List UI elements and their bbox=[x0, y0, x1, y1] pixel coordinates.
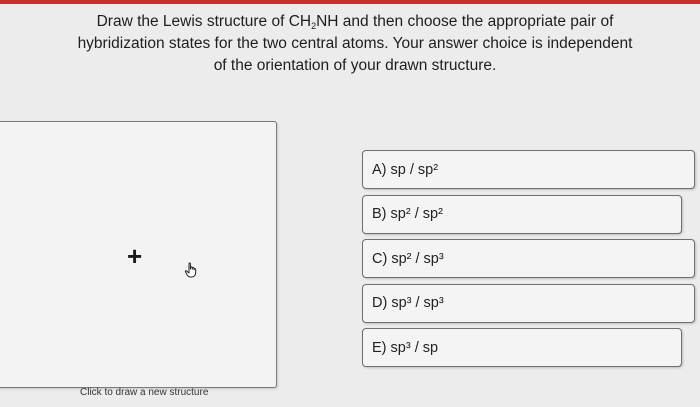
option-c[interactable] bbox=[362, 239, 695, 278]
option-e-label: E) sp³ / sp bbox=[372, 339, 439, 356]
option-c-label: C) sp² / sp³ bbox=[372, 250, 444, 267]
question-line2: hybridization states for the two central atoms. Your answer choice is independent bbox=[77, 35, 633, 52]
option-a[interactable] bbox=[362, 150, 695, 189]
question-part2: NH and then choose the appropriate pair of bbox=[316, 13, 614, 30]
canvas-caption[interactable]: Click to draw a new structure bbox=[80, 387, 209, 398]
option-e[interactable] bbox=[362, 328, 682, 367]
question-part1: Draw the Lewis structure of CH bbox=[96, 13, 312, 30]
option-b-label: B) sp² / sp² bbox=[372, 206, 443, 222]
top-accent-bar bbox=[0, 0, 700, 4]
hand-pointer-icon bbox=[184, 262, 198, 278]
answer-options bbox=[362, 150, 695, 373]
plus-icon[interactable]: + bbox=[127, 241, 143, 271]
option-b[interactable] bbox=[362, 195, 682, 234]
question-line3: of the orientation of your drawn structure. bbox=[213, 57, 497, 74]
question-subscript: 2 bbox=[311, 21, 317, 31]
option-d[interactable] bbox=[362, 284, 695, 323]
question-text bbox=[30, 11, 680, 77]
option-d-label: D) sp³ / sp³ bbox=[372, 295, 444, 311]
option-a-label: A) sp / sp² bbox=[372, 161, 439, 178]
